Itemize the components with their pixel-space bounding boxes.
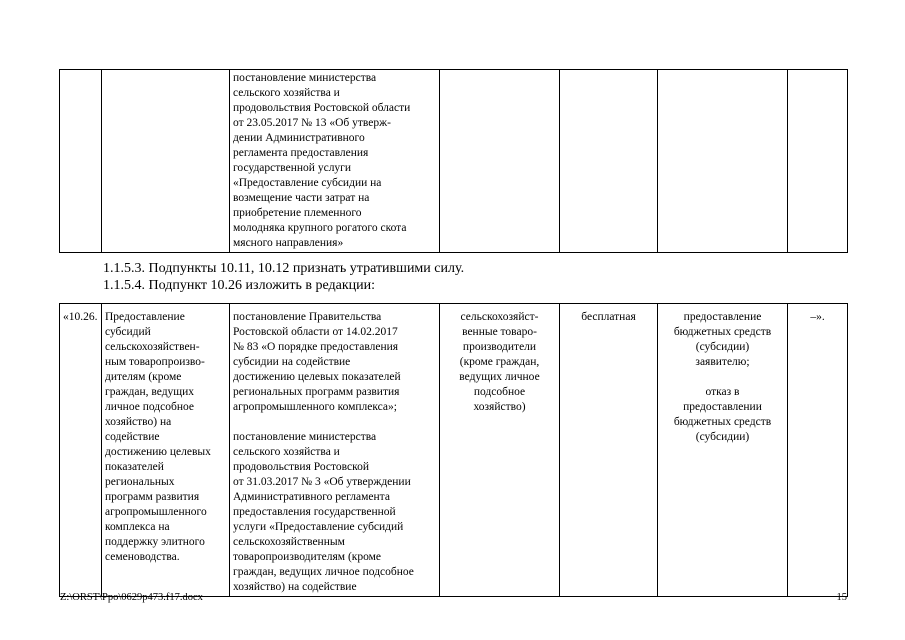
table-row	[60, 70, 848, 253]
cell-service	[102, 70, 230, 253]
cell-legal-acts: постановление министерства сельского хозяйства и продовольствия Ростовской области от 23.05.2017 № 13 «Об утверж- дении Административного регламента предоставления государственной услуги «Предоставление субсидии на возмещение части затрат на приобретение племенного молодняка крупного рогатого скота мясного направления»	[230, 70, 440, 253]
cell-number	[60, 70, 102, 253]
cell-end: –».	[788, 304, 848, 597]
paragraph-1-1-5-4: 1.1.5.4. Подпункт 10.26 изложить в редакции:	[103, 278, 376, 293]
cell-number: «10.26.	[60, 304, 102, 597]
cell-end	[788, 70, 848, 253]
page-number: 15	[836, 592, 847, 603]
table-continuation	[59, 69, 848, 253]
cell-result: предоставление бюджетных средств (субсидии) заявителю; отказ в предоставлении бюджетных средств (субсидии)	[658, 304, 788, 597]
cell-fee	[560, 70, 658, 253]
table-row	[60, 304, 848, 597]
table-item-10-26	[59, 303, 848, 597]
cell-service: Предоставление субсидий сельскохозяйствен- ным товаропроизво- дителям (кроме граждан, ведущих личное подсобное хозяйство) на содействие достижению целевых показателей региональных программ развития агропромышленного комплекса на поддержку элитного семеноводства.	[102, 304, 230, 597]
paragraph-1-1-5-3: 1.1.5.3. Подпункты 10.11, 10.12 признать утратившими силу.	[103, 261, 465, 276]
cell-fee: бесплатная	[560, 304, 658, 597]
cell-recipients: сельскохозяйст- венные товаро- производители (кроме граждан, ведущих личное подсобное хозяйство)	[440, 304, 560, 597]
cell-legal-acts: постановление Правительства Ростовской области от 14.02.2017 № 83 «О порядке предоставления субсидии на содействие достижению целевых показателей региональных программ развития агропромышленного комплекса»; постановление министерства сельского хозяйства и продовольствия Ростовской от 31.03.2017 № 3 «Об утверждении Административного регламента предоставления государственной услуги «Предоставление субсидий сельскохозяйственным товаропроизводителям (кроме граждан, ведущих личное подсобное хозяйство) на содействие	[230, 304, 440, 597]
cell-result	[658, 70, 788, 253]
cell-recipients	[440, 70, 560, 253]
footer-file-path: Z:\ORST\Ppo\0629p473.f17.docx	[60, 592, 203, 603]
